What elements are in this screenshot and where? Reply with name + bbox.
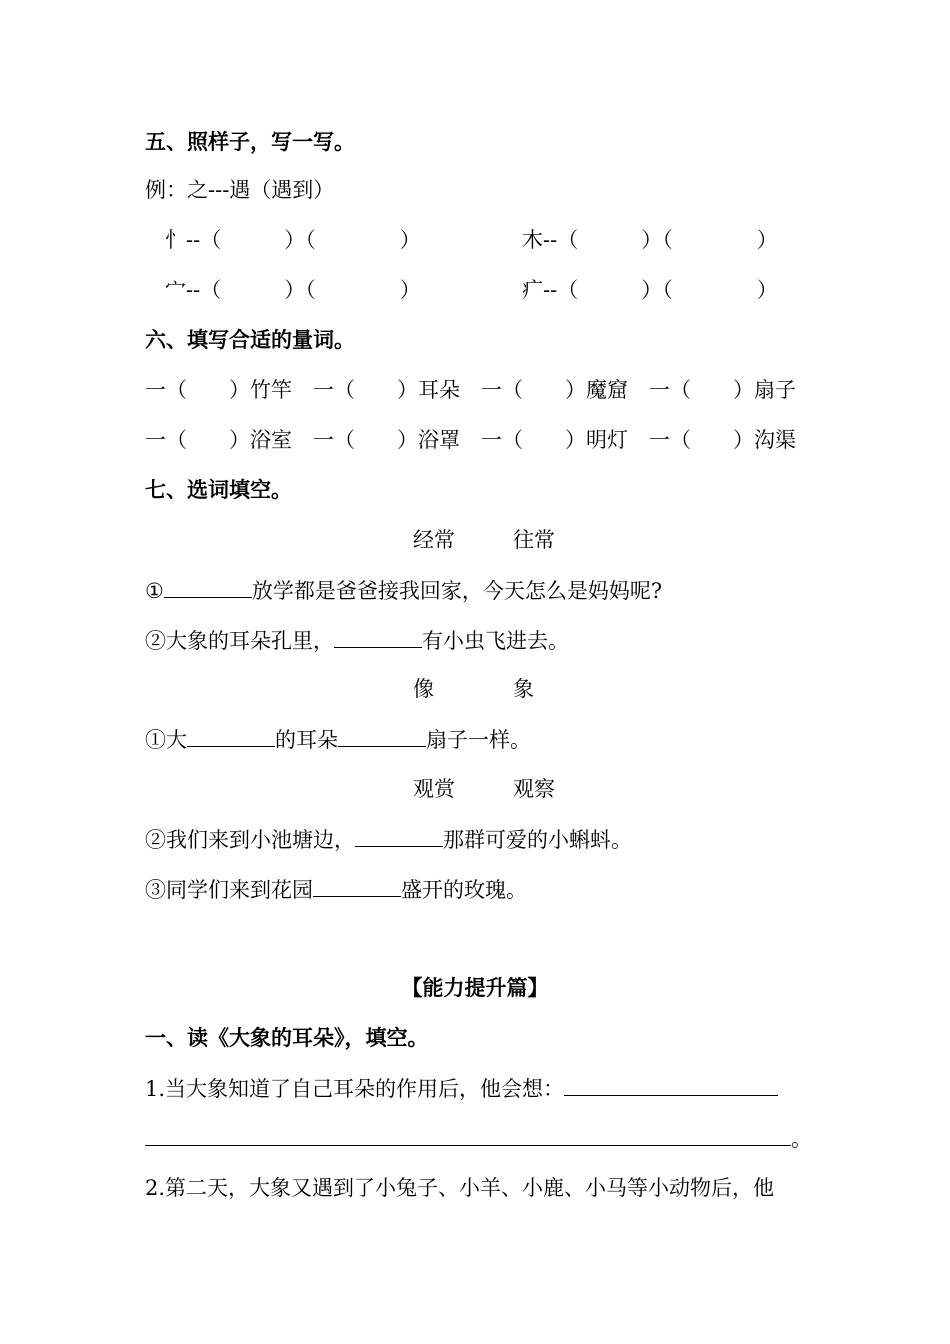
question-text: 放学都是爸爸接我回家，今天怎么是妈妈呢? [251,579,663,603]
fill-question-1 [145,577,662,604]
word-choice: 往常 [513,528,555,552]
answer-blank[interactable] [338,726,426,747]
measure-word-item: 一（ ）魔窟 [481,378,628,402]
question-text: ①大 [145,728,187,752]
answer-blank[interactable] [313,876,401,897]
question-text: ②我们来到小池塘边， [145,828,355,852]
ability-heading: 【能力提升篇】 [401,976,549,1000]
section-6-title: 六、填写合适的量词。 [145,328,355,352]
word-choice: 象 [513,677,534,701]
measure-word-item: 一（ ）浴罩 [313,428,460,452]
fill-question-5 [145,876,527,903]
section-5-title: 五、照样子，写一写。 [145,130,355,154]
measure-word-item: 一（ ）明灯 [481,428,628,452]
question-text: 那群可爱的小蝌蚪。 [443,828,632,852]
word-choice: 观赏 [413,777,455,801]
section-7-title: 七、选词填空。 [145,478,292,502]
radical-row-1-right: 木--（ ）（ ） [522,228,778,252]
question-text: 。 [791,1127,812,1151]
ability-question-2: 2.第二天，大象又遇到了小兔子、小羊、小鹿、小马等小动物后，他 [145,1176,775,1200]
ability-question-1-continued [145,1125,812,1152]
question-text: 有小虫飞进去。 [422,629,569,653]
fill-question-3 [145,726,531,753]
question-text: 扇子一样。 [426,728,531,752]
measure-word-item: 一（ ）扇子 [649,378,796,402]
word-choice: 经常 [413,528,455,552]
answer-blank[interactable] [187,726,275,747]
ability-section-1-title: 一、读《大象的耳朵》，填空。 [145,1026,429,1050]
question-text: ③同学们来到花园 [145,878,313,902]
measure-word-item: 一（ ）竹竿 [145,378,292,402]
word-choice: 观察 [513,777,555,801]
word-choice: 像 [413,677,434,701]
answer-blank[interactable] [145,1125,791,1146]
section-5-example: 例：之---遇（遇到） [145,178,335,202]
fill-question-4 [145,826,632,853]
fill-question-2 [145,627,569,654]
answer-blank[interactable] [334,627,422,648]
measure-word-item: 一（ ）沟渠 [649,428,796,452]
answer-blank[interactable] [355,826,443,847]
question-text: ②大象的耳朵孔里， [145,629,334,653]
answer-blank[interactable] [564,1075,778,1096]
radical-row-1-left: 忄--（ ）（ ） [165,228,421,252]
answer-blank[interactable] [164,577,252,598]
question-text: 盛开的玫瑰。 [401,878,527,902]
ability-question-1 [145,1075,778,1102]
radical-row-2-right: 疒--（ ）（ ） [522,278,778,302]
radical-row-2-left: 宀--（ ）（ ） [165,278,421,302]
measure-word-item: 一（ ）耳朵 [313,378,460,402]
question-text: 1.当大象知道了自己耳朵的作用后，他会想： [145,1077,565,1101]
measure-word-item: 一（ ）浴室 [145,428,292,452]
question-text: ① [145,579,164,603]
question-text: 的耳朵 [275,728,338,752]
